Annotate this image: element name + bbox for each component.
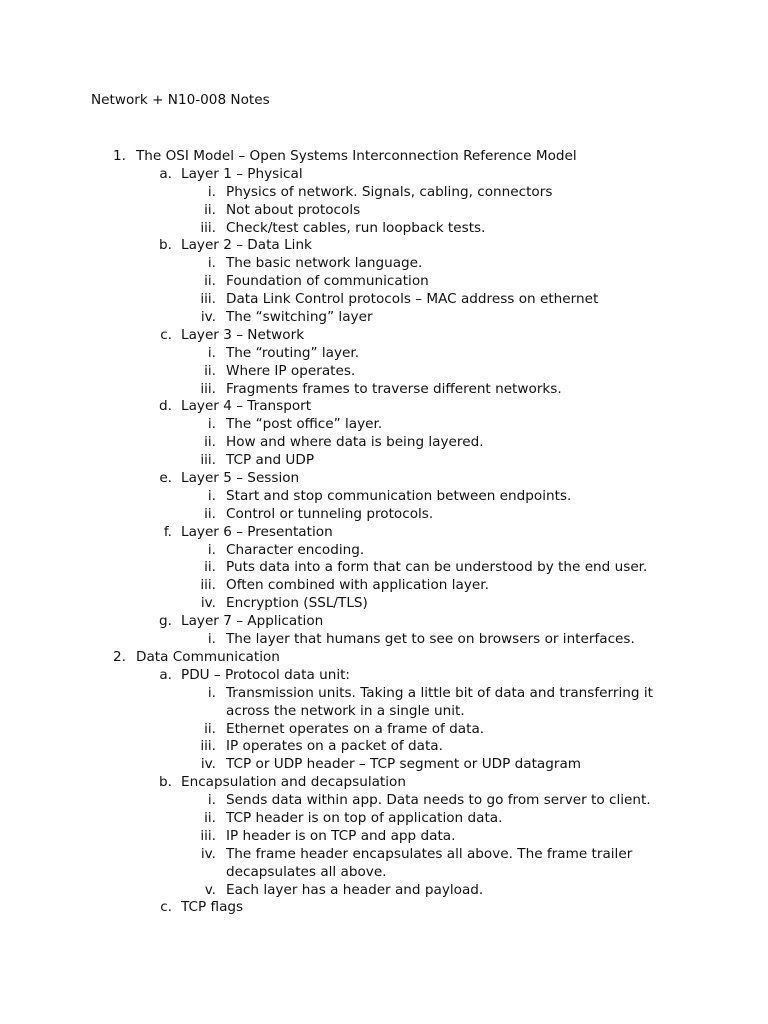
list-item [0,488,768,506]
list-letter: a. [159,165,172,182]
subsection-heading: PDU – Protocol data unit: [181,666,351,683]
list-roman: i. [207,792,216,809]
list-item [0,882,768,900]
item-text: Character encoding. [226,541,365,558]
list-roman: i. [207,183,216,200]
list-roman: i. [207,487,216,504]
list-roman: iv. [200,309,216,326]
list-item [0,416,768,434]
notes-outline [0,148,768,917]
subsection-heading: Encapsulation and decapsulation [181,774,406,791]
item-text: The layer that humans get to see on browsers or interfaces. [226,631,635,648]
list-item [0,828,768,846]
list-item [0,363,768,381]
list-letter: c. [160,899,172,916]
item-text: Check/test cables, run loopback tests. [226,219,486,236]
item-text: Puts data into a form that can be understood by the end user. [226,559,648,576]
list-roman: ii. [204,505,216,522]
outline-subsection [0,899,768,917]
item-text: Foundation of communication [226,273,429,290]
list-item [0,756,768,774]
item-text: The “post office” layer. [226,416,383,433]
outline-subsection [0,237,768,255]
list-item [0,721,768,739]
list-item [0,220,768,238]
list-roman: i. [207,344,216,361]
subsection-heading: Layer 2 – Data Link [181,237,312,254]
list-item [0,542,768,560]
list-letter: a. [159,666,172,683]
item-text: The frame header encapsulates all above. The frame trailer [226,845,633,862]
list-item [0,559,768,577]
list-roman: ii. [204,559,216,576]
list-item [0,309,768,327]
list-roman: i. [207,631,216,648]
list-roman: iii. [200,827,216,844]
list-roman: ii. [204,720,216,737]
list-item [0,255,768,273]
list-number: 2. [113,648,126,665]
outline-subsection [0,327,768,345]
item-text: Often combined with application layer. [226,577,489,594]
list-roman: i. [207,255,216,272]
list-roman: iv. [200,845,216,862]
list-letter: c. [160,326,172,343]
list-letter: b. [159,774,172,791]
document-title: Network + N10-008 Notes [91,92,270,108]
item-text: IP header is on TCP and app data. [226,827,456,844]
item-text: The “routing” layer. [226,344,360,361]
subsection-heading: TCP flags [181,899,244,916]
list-roman: ii. [204,273,216,290]
list-letter: b. [159,237,172,254]
list-item [0,273,768,291]
list-roman: iii. [200,738,216,755]
list-item [0,452,768,470]
outline-subsection [0,774,768,792]
list-roman: iv. [200,756,216,773]
item-text: TCP header is on top of application data. [226,809,503,826]
section-heading: Data Communication [136,648,280,665]
list-letter: f. [163,523,172,540]
item-text: Transmission units. Taking a little bit of data and transferring it [226,684,653,701]
item-text: The basic network language. [226,255,423,272]
item-text: Physics of network. Signals, cabling, connectors [226,183,553,200]
item-text: decapsulates all above. [226,863,387,880]
subsection-heading: Layer 7 – Application [181,613,324,630]
list-item [0,291,768,309]
outline-subsection [0,398,768,416]
item-text: TCP and UDP [226,452,315,469]
list-item [0,631,768,649]
list-item [0,434,768,452]
list-item [0,810,768,828]
list-roman: iii. [200,577,216,594]
item-text: Where IP operates. [226,362,356,379]
subsection-heading: Layer 3 – Network [181,326,305,343]
item-text: Ethernet operates on a frame of data. [226,720,485,737]
list-item [0,846,768,864]
list-item [0,577,768,595]
list-item [0,381,768,399]
outline-subsection [0,667,768,685]
list-roman: iii. [200,291,216,308]
list-roman: i. [207,416,216,433]
list-letter: d. [159,398,172,415]
list-item-continuation [0,703,768,721]
outline-subsection [0,524,768,542]
item-text: Not about protocols [226,201,361,218]
item-text: Data Link Control protocols – MAC address on ethernet [226,291,599,308]
item-text: IP operates on a packet of data. [226,738,443,755]
item-text: Control or tunneling protocols. [226,505,434,522]
list-number: 1. [113,148,126,164]
list-roman: iii. [200,452,216,469]
list-item [0,202,768,220]
list-item [0,738,768,756]
list-roman: ii. [204,201,216,218]
list-roman: iii. [200,380,216,397]
list-item [0,792,768,810]
list-roman: iv. [200,595,216,612]
list-roman: iii. [200,219,216,236]
item-text: How and where data is being layered. [226,434,484,451]
list-item-continuation [0,864,768,882]
outline-section [0,649,768,667]
item-text: across the network in a single unit. [226,702,465,719]
list-roman: ii. [204,362,216,379]
outline-subsection [0,470,768,488]
item-text: Start and stop communication between endpoints. [226,487,572,504]
item-text: Each layer has a header and payload. [226,881,484,898]
list-roman: i. [207,684,216,701]
item-text: TCP or UDP header – TCP segment or UDP datagram [226,756,582,773]
item-text: Fragments frames to traverse different networks. [226,380,562,397]
subsection-heading: Layer 5 – Session [181,470,300,487]
list-item [0,345,768,363]
list-roman: v. [204,881,216,898]
outline-subsection [0,166,768,184]
subsection-heading: Layer 4 – Transport [181,398,312,415]
list-letter: e. [159,470,172,487]
subsection-heading: Layer 1 – Physical [181,165,303,182]
item-text: Sends data within app. Data needs to go from server to client. [226,792,651,809]
list-letter: g. [159,613,172,630]
list-item [0,184,768,202]
item-text: The “switching” layer [226,309,373,326]
subsection-heading: Layer 6 – Presentation [181,523,333,540]
list-roman: ii. [204,434,216,451]
outline-section [0,148,768,166]
list-item [0,506,768,524]
list-roman: i. [207,541,216,558]
list-item [0,595,768,613]
item-text: Encryption (SSL/TLS) [226,595,368,612]
list-item [0,685,768,703]
list-roman: ii. [204,809,216,826]
outline-subsection [0,613,768,631]
section-heading: The OSI Model – Open Systems Interconnection Reference Model [136,148,577,164]
